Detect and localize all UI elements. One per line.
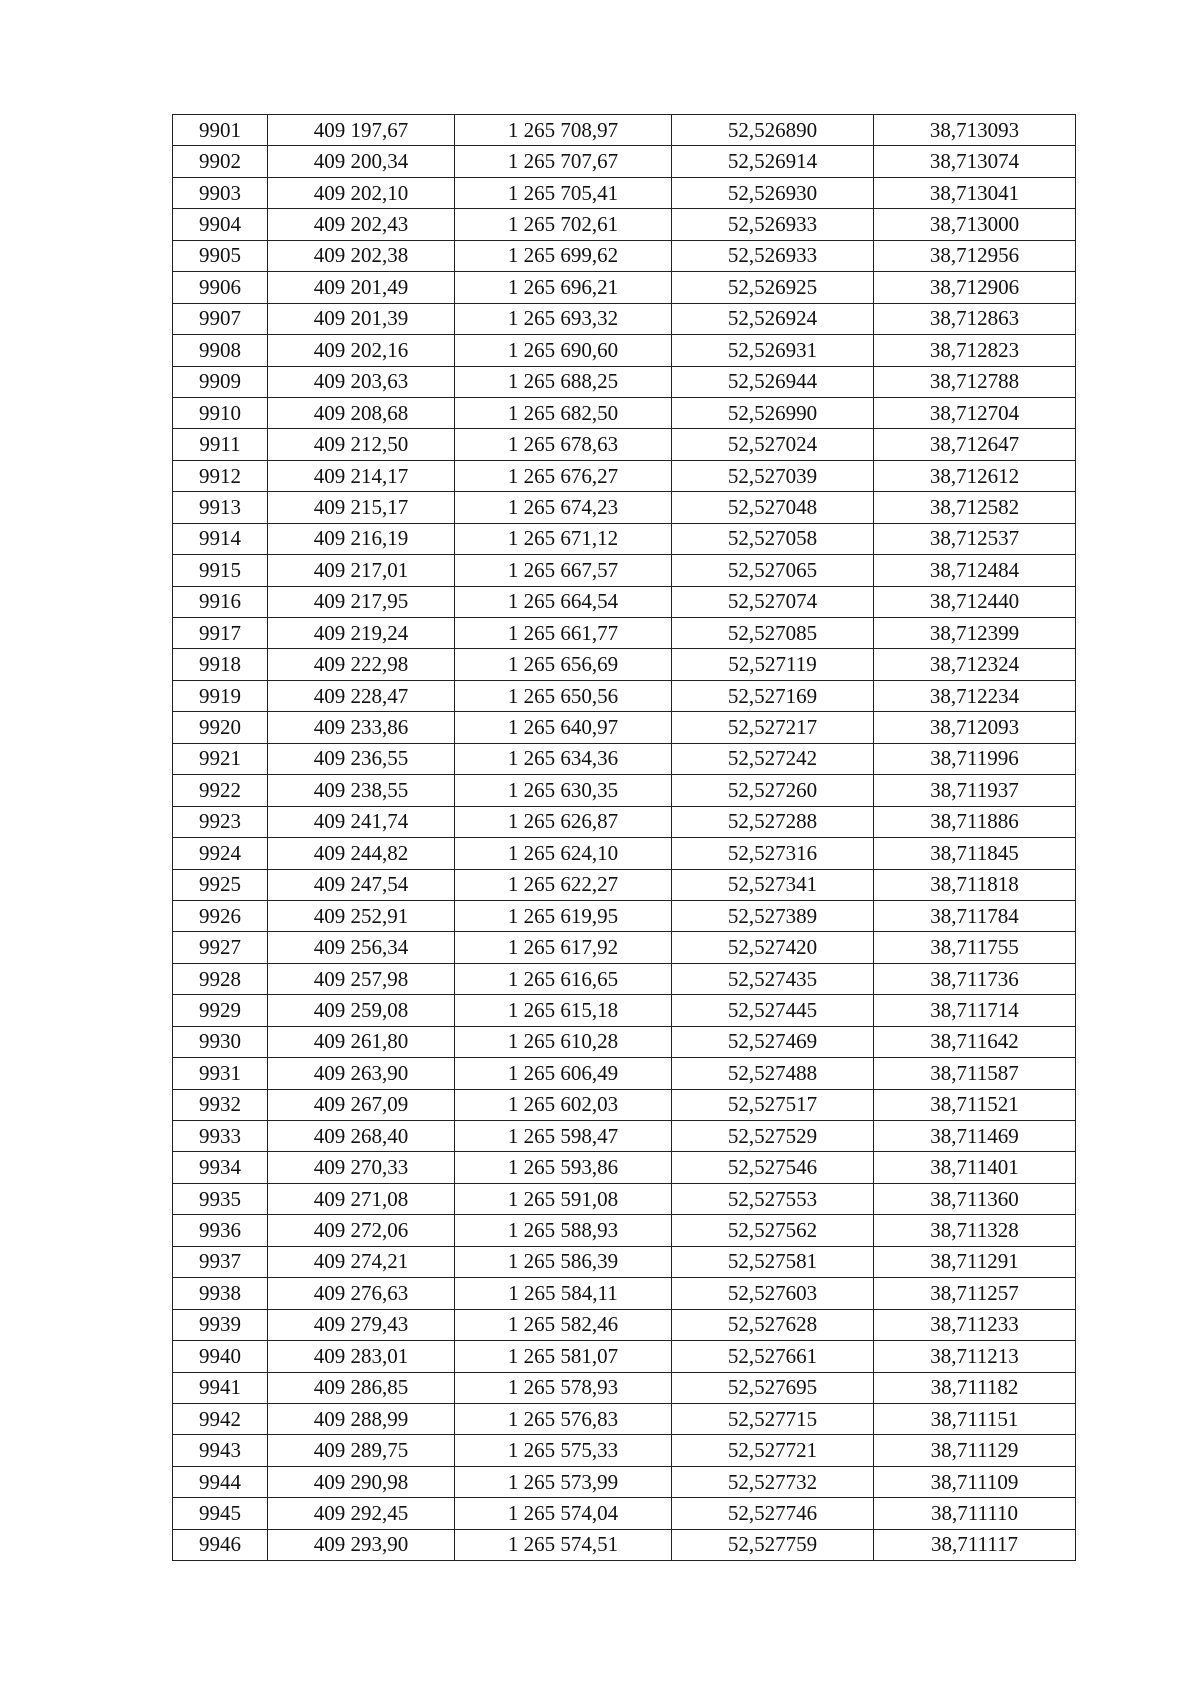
point-number-cell: 9923: [173, 806, 268, 837]
point-number-cell: 9904: [173, 209, 268, 240]
point-number-cell: 9908: [173, 335, 268, 366]
longitude-cell: 38,711117: [874, 1529, 1076, 1560]
table-row: [173, 492, 1076, 523]
point-number-cell: 9937: [173, 1246, 268, 1277]
longitude-cell: 38,712484: [874, 555, 1076, 586]
latitude-cell: 52,527341: [672, 869, 874, 900]
latitude-cell: 52,527603: [672, 1278, 874, 1309]
y-coordinate-cell: 1 265 678,63: [455, 429, 672, 460]
x-coordinate-cell: 409 271,08: [268, 1183, 455, 1214]
longitude-cell: 38,712704: [874, 397, 1076, 428]
longitude-cell: 38,711521: [874, 1089, 1076, 1120]
x-coordinate-cell: 409 292,45: [268, 1498, 455, 1529]
x-coordinate-cell: 409 208,68: [268, 397, 455, 428]
y-coordinate-cell: 1 265 702,61: [455, 209, 672, 240]
latitude-cell: 52,527759: [672, 1529, 874, 1560]
longitude-cell: 38,711291: [874, 1246, 1076, 1277]
point-number-cell: 9944: [173, 1466, 268, 1497]
point-number-cell: 9938: [173, 1278, 268, 1309]
point-number-cell: 9932: [173, 1089, 268, 1120]
x-coordinate-cell: 409 203,63: [268, 366, 455, 397]
longitude-cell: 38,712093: [874, 712, 1076, 743]
latitude-cell: 52,526930: [672, 177, 874, 208]
latitude-cell: 52,526944: [672, 366, 874, 397]
table-row: [173, 1089, 1076, 1120]
latitude-cell: 52,527217: [672, 712, 874, 743]
latitude-cell: 52,527048: [672, 492, 874, 523]
longitude-cell: 38,713000: [874, 209, 1076, 240]
point-number-cell: 9914: [173, 523, 268, 554]
latitude-cell: 52,527695: [672, 1372, 874, 1403]
longitude-cell: 38,712612: [874, 460, 1076, 491]
table-row: [173, 335, 1076, 366]
point-number-cell: 9929: [173, 995, 268, 1026]
point-number-cell: 9916: [173, 586, 268, 617]
point-number-cell: 9934: [173, 1152, 268, 1183]
point-number-cell: 9901: [173, 115, 268, 146]
x-coordinate-cell: 409 261,80: [268, 1026, 455, 1057]
table-row: [173, 712, 1076, 743]
latitude-cell: 52,527581: [672, 1246, 874, 1277]
y-coordinate-cell: 1 265 664,54: [455, 586, 672, 617]
table-row: [173, 1152, 1076, 1183]
point-number-cell: 9931: [173, 1058, 268, 1089]
x-coordinate-cell: 409 256,34: [268, 932, 455, 963]
latitude-cell: 52,527435: [672, 963, 874, 994]
latitude-cell: 52,527546: [672, 1152, 874, 1183]
longitude-cell: 38,712863: [874, 303, 1076, 334]
latitude-cell: 52,527628: [672, 1309, 874, 1340]
table-row: [173, 806, 1076, 837]
x-coordinate-cell: 409 241,74: [268, 806, 455, 837]
longitude-cell: 38,711937: [874, 775, 1076, 806]
table-row: [173, 1058, 1076, 1089]
y-coordinate-cell: 1 265 696,21: [455, 272, 672, 303]
latitude-cell: 52,527085: [672, 618, 874, 649]
x-coordinate-cell: 409 288,99: [268, 1403, 455, 1434]
x-coordinate-cell: 409 202,10: [268, 177, 455, 208]
point-number-cell: 9917: [173, 618, 268, 649]
table-row: [173, 1372, 1076, 1403]
longitude-cell: 38,711736: [874, 963, 1076, 994]
table-row: [173, 209, 1076, 240]
longitude-cell: 38,711213: [874, 1341, 1076, 1372]
x-coordinate-cell: 409 236,55: [268, 743, 455, 774]
table-row: [173, 429, 1076, 460]
y-coordinate-cell: 1 265 708,97: [455, 115, 672, 146]
longitude-cell: 38,711109: [874, 1466, 1076, 1497]
y-coordinate-cell: 1 265 626,87: [455, 806, 672, 837]
x-coordinate-cell: 409 228,47: [268, 680, 455, 711]
point-number-cell: 9918: [173, 649, 268, 680]
longitude-cell: 38,713041: [874, 177, 1076, 208]
point-number-cell: 9911: [173, 429, 268, 460]
longitude-cell: 38,711587: [874, 1058, 1076, 1089]
point-number-cell: 9912: [173, 460, 268, 491]
latitude-cell: 52,527420: [672, 932, 874, 963]
y-coordinate-cell: 1 265 602,03: [455, 1089, 672, 1120]
latitude-cell: 52,527488: [672, 1058, 874, 1089]
y-coordinate-cell: 1 265 584,11: [455, 1278, 672, 1309]
latitude-cell: 52,527445: [672, 995, 874, 1026]
longitude-cell: 38,712906: [874, 272, 1076, 303]
x-coordinate-cell: 409 259,08: [268, 995, 455, 1026]
y-coordinate-cell: 1 265 622,27: [455, 869, 672, 900]
latitude-cell: 52,526914: [672, 146, 874, 177]
table-row: [173, 1183, 1076, 1214]
x-coordinate-cell: 409 202,43: [268, 209, 455, 240]
x-coordinate-cell: 409 197,67: [268, 115, 455, 146]
x-coordinate-cell: 409 244,82: [268, 838, 455, 869]
longitude-cell: 38,711642: [874, 1026, 1076, 1057]
latitude-cell: 52,527260: [672, 775, 874, 806]
x-coordinate-cell: 409 216,19: [268, 523, 455, 554]
x-coordinate-cell: 409 274,21: [268, 1246, 455, 1277]
x-coordinate-cell: 409 215,17: [268, 492, 455, 523]
longitude-cell: 38,711845: [874, 838, 1076, 869]
x-coordinate-cell: 409 252,91: [268, 900, 455, 931]
latitude-cell: 52,527469: [672, 1026, 874, 1057]
y-coordinate-cell: 1 265 588,93: [455, 1215, 672, 1246]
longitude-cell: 38,711110: [874, 1498, 1076, 1529]
y-coordinate-cell: 1 265 630,35: [455, 775, 672, 806]
x-coordinate-cell: 409 263,90: [268, 1058, 455, 1089]
x-coordinate-cell: 409 217,01: [268, 555, 455, 586]
longitude-cell: 38,712440: [874, 586, 1076, 617]
latitude-cell: 52,527529: [672, 1121, 874, 1152]
latitude-cell: 52,527661: [672, 1341, 874, 1372]
table-row: [173, 900, 1076, 931]
longitude-cell: 38,711328: [874, 1215, 1076, 1246]
y-coordinate-cell: 1 265 578,93: [455, 1372, 672, 1403]
point-number-cell: 9936: [173, 1215, 268, 1246]
x-coordinate-cell: 409 217,95: [268, 586, 455, 617]
table-row: [173, 743, 1076, 774]
longitude-cell: 38,711151: [874, 1403, 1076, 1434]
latitude-cell: 52,527039: [672, 460, 874, 491]
y-coordinate-cell: 1 265 617,92: [455, 932, 672, 963]
y-coordinate-cell: 1 265 576,83: [455, 1403, 672, 1434]
point-number-cell: 9920: [173, 712, 268, 743]
point-number-cell: 9913: [173, 492, 268, 523]
latitude-cell: 52,527732: [672, 1466, 874, 1497]
point-number-cell: 9942: [173, 1403, 268, 1434]
longitude-cell: 38,712234: [874, 680, 1076, 711]
longitude-cell: 38,713093: [874, 115, 1076, 146]
y-coordinate-cell: 1 265 682,50: [455, 397, 672, 428]
x-coordinate-cell: 409 257,98: [268, 963, 455, 994]
y-coordinate-cell: 1 265 591,08: [455, 1183, 672, 1214]
latitude-cell: 52,527169: [672, 680, 874, 711]
point-number-cell: 9907: [173, 303, 268, 334]
point-number-cell: 9906: [173, 272, 268, 303]
x-coordinate-cell: 409 200,34: [268, 146, 455, 177]
longitude-cell: 38,711401: [874, 1152, 1076, 1183]
longitude-cell: 38,712823: [874, 335, 1076, 366]
longitude-cell: 38,712647: [874, 429, 1076, 460]
longitude-cell: 38,711257: [874, 1278, 1076, 1309]
point-number-cell: 9915: [173, 555, 268, 586]
point-number-cell: 9922: [173, 775, 268, 806]
x-coordinate-cell: 409 267,09: [268, 1089, 455, 1120]
longitude-cell: 38,712788: [874, 366, 1076, 397]
longitude-cell: 38,712956: [874, 240, 1076, 271]
y-coordinate-cell: 1 265 688,25: [455, 366, 672, 397]
x-coordinate-cell: 409 202,16: [268, 335, 455, 366]
table-row: [173, 1215, 1076, 1246]
latitude-cell: 52,526931: [672, 335, 874, 366]
point-number-cell: 9924: [173, 838, 268, 869]
x-coordinate-cell: 409 268,40: [268, 1121, 455, 1152]
x-coordinate-cell: 409 212,50: [268, 429, 455, 460]
point-number-cell: 9910: [173, 397, 268, 428]
point-number-cell: 9905: [173, 240, 268, 271]
x-coordinate-cell: 409 272,06: [268, 1215, 455, 1246]
y-coordinate-cell: 1 265 573,99: [455, 1466, 672, 1497]
table-row: [173, 586, 1076, 617]
y-coordinate-cell: 1 265 640,97: [455, 712, 672, 743]
y-coordinate-cell: 1 265 586,39: [455, 1246, 672, 1277]
latitude-cell: 52,527058: [672, 523, 874, 554]
y-coordinate-cell: 1 265 574,51: [455, 1529, 672, 1560]
x-coordinate-cell: 409 238,55: [268, 775, 455, 806]
table-row: [173, 1309, 1076, 1340]
table-row: [173, 869, 1076, 900]
longitude-cell: 38,711755: [874, 932, 1076, 963]
table-row: [173, 1026, 1076, 1057]
table-row: [173, 1435, 1076, 1466]
table-row: [173, 366, 1076, 397]
y-coordinate-cell: 1 265 676,27: [455, 460, 672, 491]
x-coordinate-cell: 409 279,43: [268, 1309, 455, 1340]
coordinates-table: [172, 114, 1076, 1561]
table-row: [173, 649, 1076, 680]
table-row: [173, 272, 1076, 303]
x-coordinate-cell: 409 222,98: [268, 649, 455, 680]
table-row: [173, 1529, 1076, 1560]
y-coordinate-cell: 1 265 661,77: [455, 618, 672, 649]
table-row: [173, 1278, 1076, 1309]
point-number-cell: 9927: [173, 932, 268, 963]
y-coordinate-cell: 1 265 693,32: [455, 303, 672, 334]
y-coordinate-cell: 1 265 671,12: [455, 523, 672, 554]
x-coordinate-cell: 409 202,38: [268, 240, 455, 271]
table-row: [173, 555, 1076, 586]
longitude-cell: 38,712537: [874, 523, 1076, 554]
point-number-cell: 9928: [173, 963, 268, 994]
coordinates-table-body: [173, 115, 1076, 1561]
point-number-cell: 9930: [173, 1026, 268, 1057]
point-number-cell: 9945: [173, 1498, 268, 1529]
x-coordinate-cell: 409 276,63: [268, 1278, 455, 1309]
x-coordinate-cell: 409 201,49: [268, 272, 455, 303]
x-coordinate-cell: 409 270,33: [268, 1152, 455, 1183]
latitude-cell: 52,527562: [672, 1215, 874, 1246]
latitude-cell: 52,526924: [672, 303, 874, 334]
latitude-cell: 52,526890: [672, 115, 874, 146]
x-coordinate-cell: 409 283,01: [268, 1341, 455, 1372]
table-row: [173, 838, 1076, 869]
x-coordinate-cell: 409 233,86: [268, 712, 455, 743]
latitude-cell: 52,527065: [672, 555, 874, 586]
table-row: [173, 146, 1076, 177]
x-coordinate-cell: 409 293,90: [268, 1529, 455, 1560]
latitude-cell: 52,527288: [672, 806, 874, 837]
table-row: [173, 240, 1076, 271]
y-coordinate-cell: 1 265 705,41: [455, 177, 672, 208]
table-row: [173, 963, 1076, 994]
longitude-cell: 38,711360: [874, 1183, 1076, 1214]
longitude-cell: 38,713074: [874, 146, 1076, 177]
x-coordinate-cell: 409 290,98: [268, 1466, 455, 1497]
y-coordinate-cell: 1 265 707,67: [455, 146, 672, 177]
table-row: [173, 932, 1076, 963]
y-coordinate-cell: 1 265 582,46: [455, 1309, 672, 1340]
point-number-cell: 9933: [173, 1121, 268, 1152]
y-coordinate-cell: 1 265 699,62: [455, 240, 672, 271]
x-coordinate-cell: 409 247,54: [268, 869, 455, 900]
point-number-cell: 9919: [173, 680, 268, 711]
latitude-cell: 52,527074: [672, 586, 874, 617]
longitude-cell: 38,711714: [874, 995, 1076, 1026]
latitude-cell: 52,527389: [672, 900, 874, 931]
y-coordinate-cell: 1 265 634,36: [455, 743, 672, 774]
longitude-cell: 38,711233: [874, 1309, 1076, 1340]
table-row: [173, 680, 1076, 711]
latitude-cell: 52,527119: [672, 649, 874, 680]
latitude-cell: 52,526933: [672, 209, 874, 240]
latitude-cell: 52,526925: [672, 272, 874, 303]
point-number-cell: 9940: [173, 1341, 268, 1372]
y-coordinate-cell: 1 265 598,47: [455, 1121, 672, 1152]
y-coordinate-cell: 1 265 616,65: [455, 963, 672, 994]
y-coordinate-cell: 1 265 575,33: [455, 1435, 672, 1466]
point-number-cell: 9902: [173, 146, 268, 177]
longitude-cell: 38,712399: [874, 618, 1076, 649]
y-coordinate-cell: 1 265 690,60: [455, 335, 672, 366]
latitude-cell: 52,527553: [672, 1183, 874, 1214]
y-coordinate-cell: 1 265 615,18: [455, 995, 672, 1026]
point-number-cell: 9903: [173, 177, 268, 208]
table-row: [173, 1121, 1076, 1152]
longitude-cell: 38,711818: [874, 869, 1076, 900]
point-number-cell: 9939: [173, 1309, 268, 1340]
point-number-cell: 9946: [173, 1529, 268, 1560]
y-coordinate-cell: 1 265 674,23: [455, 492, 672, 523]
table-row: [173, 618, 1076, 649]
table-row: [173, 460, 1076, 491]
table-row: [173, 303, 1076, 334]
y-coordinate-cell: 1 265 581,07: [455, 1341, 672, 1372]
y-coordinate-cell: 1 265 650,56: [455, 680, 672, 711]
latitude-cell: 52,527316: [672, 838, 874, 869]
x-coordinate-cell: 409 201,39: [268, 303, 455, 334]
longitude-cell: 38,711996: [874, 743, 1076, 774]
y-coordinate-cell: 1 265 667,57: [455, 555, 672, 586]
table-row: [173, 1498, 1076, 1529]
table-row: [173, 177, 1076, 208]
point-number-cell: 9921: [173, 743, 268, 774]
y-coordinate-cell: 1 265 574,04: [455, 1498, 672, 1529]
table-row: [173, 523, 1076, 554]
point-number-cell: 9926: [173, 900, 268, 931]
longitude-cell: 38,711469: [874, 1121, 1076, 1152]
x-coordinate-cell: 409 219,24: [268, 618, 455, 649]
y-coordinate-cell: 1 265 624,10: [455, 838, 672, 869]
table-row: [173, 1466, 1076, 1497]
latitude-cell: 52,527242: [672, 743, 874, 774]
table-row: [173, 1403, 1076, 1434]
longitude-cell: 38,712324: [874, 649, 1076, 680]
point-number-cell: 9925: [173, 869, 268, 900]
y-coordinate-cell: 1 265 606,49: [455, 1058, 672, 1089]
longitude-cell: 38,711129: [874, 1435, 1076, 1466]
table-row: [173, 397, 1076, 428]
table-row: [173, 775, 1076, 806]
latitude-cell: 52,527721: [672, 1435, 874, 1466]
y-coordinate-cell: 1 265 593,86: [455, 1152, 672, 1183]
latitude-cell: 52,526990: [672, 397, 874, 428]
x-coordinate-cell: 409 289,75: [268, 1435, 455, 1466]
x-coordinate-cell: 409 286,85: [268, 1372, 455, 1403]
longitude-cell: 38,711182: [874, 1372, 1076, 1403]
latitude-cell: 52,526933: [672, 240, 874, 271]
table-row: [173, 995, 1076, 1026]
longitude-cell: 38,712582: [874, 492, 1076, 523]
table-row: [173, 1341, 1076, 1372]
latitude-cell: 52,527517: [672, 1089, 874, 1120]
latitude-cell: 52,527715: [672, 1403, 874, 1434]
table-row: [173, 1246, 1076, 1277]
latitude-cell: 52,527024: [672, 429, 874, 460]
point-number-cell: 9935: [173, 1183, 268, 1214]
point-number-cell: 9941: [173, 1372, 268, 1403]
longitude-cell: 38,711886: [874, 806, 1076, 837]
table-row: [173, 115, 1076, 146]
y-coordinate-cell: 1 265 619,95: [455, 900, 672, 931]
y-coordinate-cell: 1 265 610,28: [455, 1026, 672, 1057]
point-number-cell: 9909: [173, 366, 268, 397]
x-coordinate-cell: 409 214,17: [268, 460, 455, 491]
point-number-cell: 9943: [173, 1435, 268, 1466]
y-coordinate-cell: 1 265 656,69: [455, 649, 672, 680]
longitude-cell: 38,711784: [874, 900, 1076, 931]
latitude-cell: 52,527746: [672, 1498, 874, 1529]
